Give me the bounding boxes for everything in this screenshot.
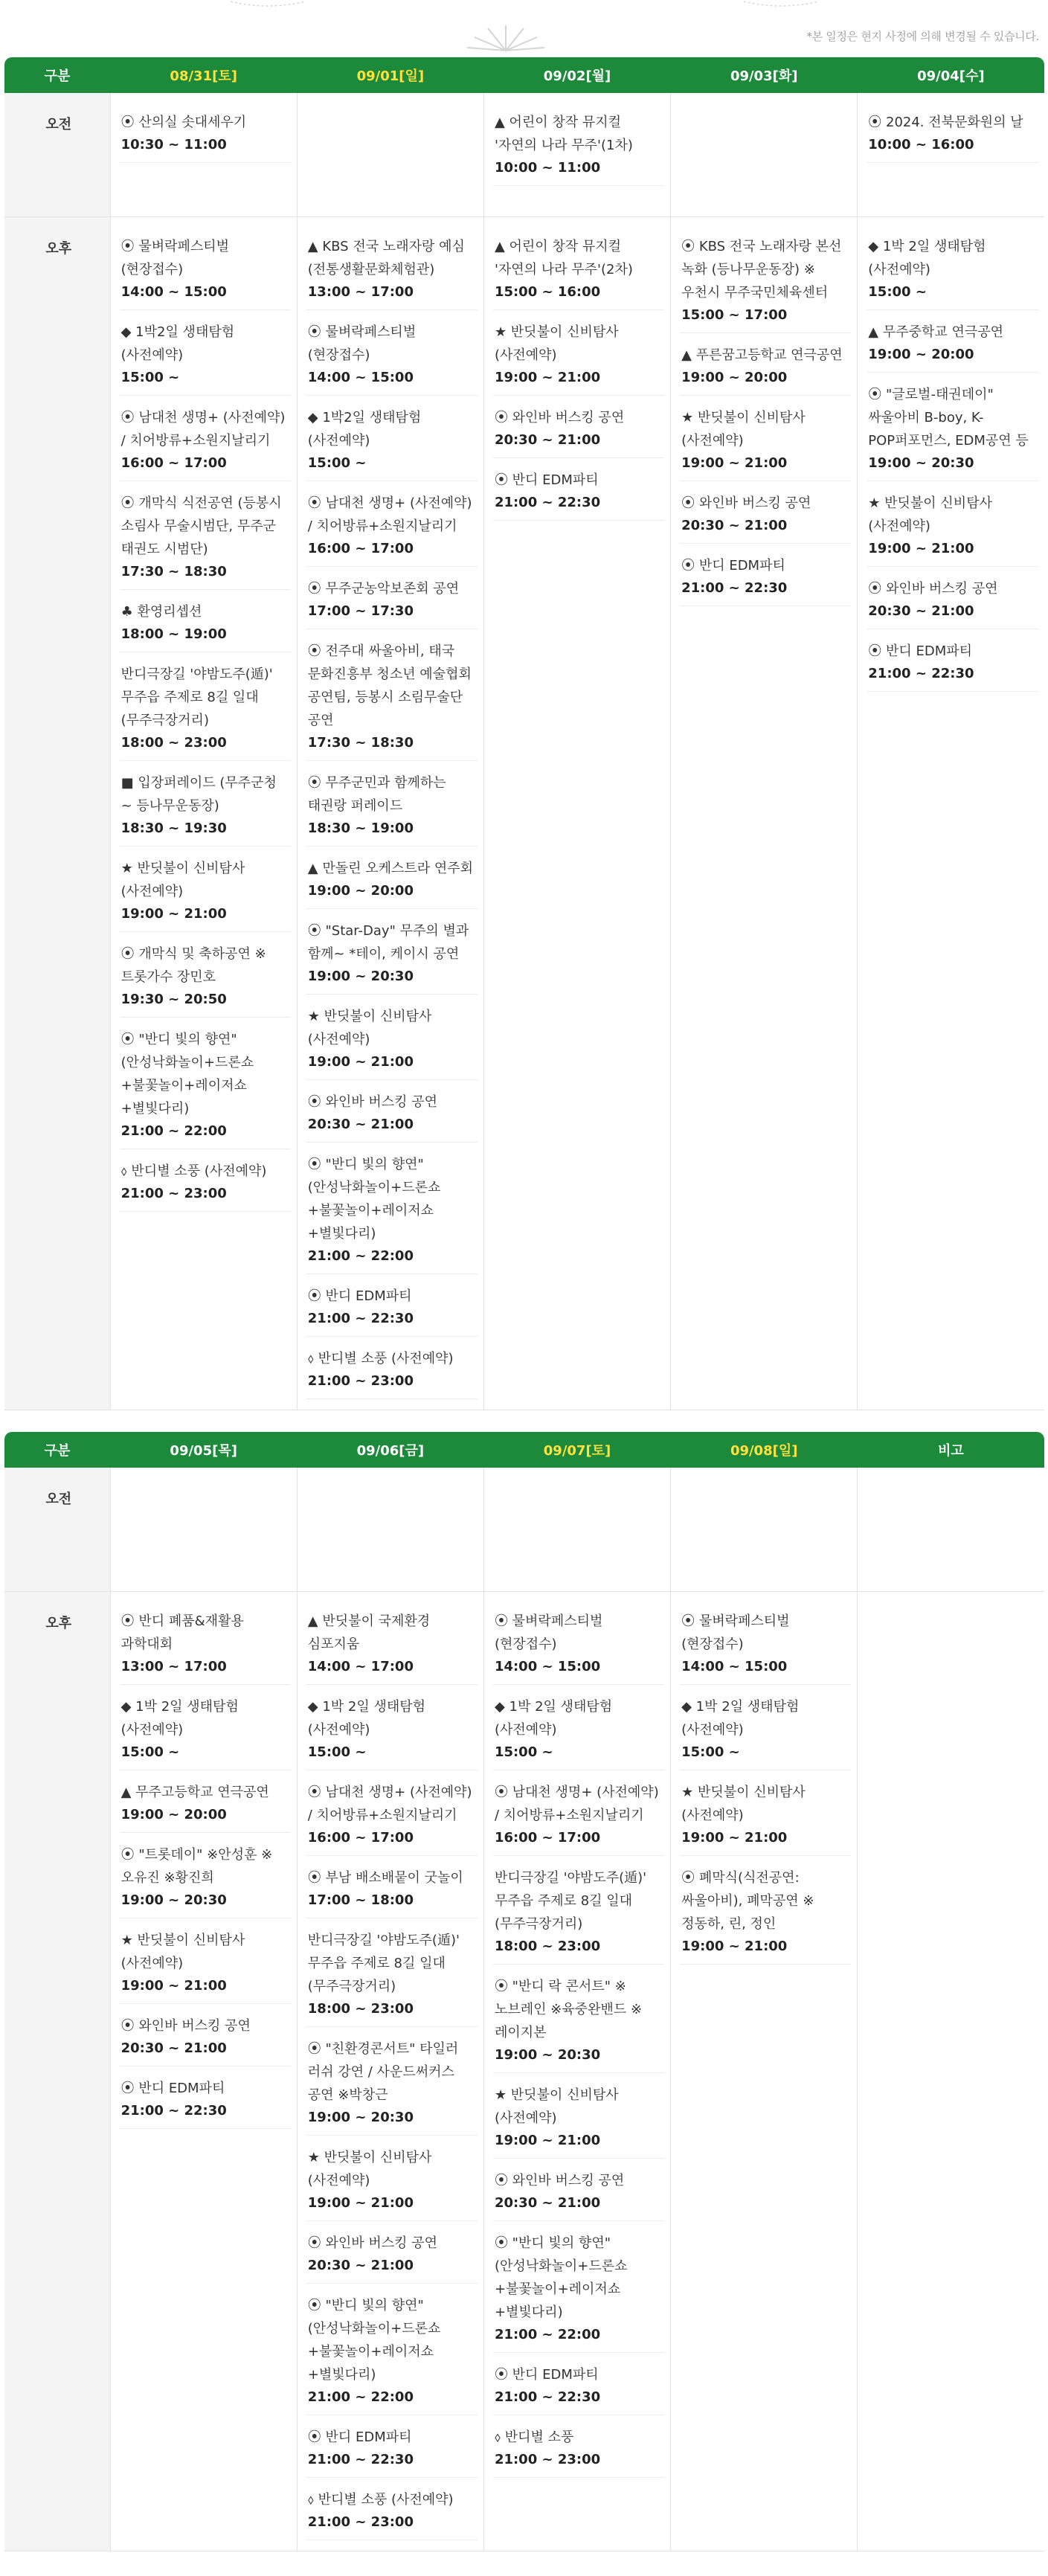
event-item — [120, 1151, 291, 1212]
event-name: ⦿ 무주군농악보존회 공연 — [307, 581, 460, 597]
schedule-cell — [297, 93, 483, 217]
event-time: 19:00 ~ 20:30 — [868, 455, 974, 471]
event-name: ⦿ 산의실 솟대세우기 — [120, 115, 247, 130]
event-item — [120, 762, 291, 847]
event-item — [306, 848, 478, 909]
header-day: 09/01[일] — [297, 57, 483, 93]
event-time: 21:00 ~ 22:00 — [307, 2389, 414, 2405]
schedule-cell — [858, 217, 1044, 1410]
event-name: ⦿ 와인바 버스킹 공연 — [494, 2173, 625, 2188]
event-item — [680, 1601, 851, 1685]
event-time: 15:00 ~ — [868, 284, 927, 300]
event-time: 13:00 ~ 17:00 — [120, 1659, 227, 1674]
event-time: 19:00 ~ 20:30 — [307, 2110, 414, 2125]
event-item — [306, 631, 478, 761]
event-time: 15:00 ~ — [307, 1744, 367, 1760]
event-item — [306, 1144, 478, 1274]
event-item — [867, 483, 1038, 567]
event-item — [306, 1601, 478, 1685]
event-time: 17:30 ~ 18:30 — [307, 735, 414, 751]
event-item — [306, 397, 478, 481]
event-name: ⦿ 남대천 생명+ (사전예약) / 치어방류+소원지날리기 — [307, 495, 472, 534]
schedule-cell — [483, 1468, 670, 1592]
morning-row — [4, 1468, 1044, 1592]
event-time: 18:00 ~ 23:00 — [120, 735, 227, 751]
event-item — [867, 568, 1038, 629]
event-time: 19:00 ~ 20:30 — [307, 969, 414, 984]
event-name: ⦿ 와인바 버스킹 공연 — [681, 495, 811, 511]
event-name: 반디극장길 '야밤도주(遁)' 무주읍 주제로 8길 일대 (무주극장거리) — [307, 1933, 460, 1994]
event-name: ★ 반딧불이 신비탐사 (사전예약) — [307, 1009, 432, 1047]
schedule-cell — [858, 1592, 1044, 2551]
event-item — [680, 226, 851, 333]
row-label-afternoon: 오후 — [4, 1592, 110, 2551]
event-time: 21:00 ~ 22:30 — [307, 2452, 414, 2467]
schedule-cell — [483, 93, 670, 217]
event-time: 19:00 ~ 20:00 — [120, 1807, 227, 1822]
schedule-table-week1 — [4, 57, 1044, 1410]
event-time: 15:00 ~ — [681, 1744, 740, 1760]
event-name: ⦿ 와인바 버스킹 공연 — [307, 2235, 438, 2251]
event-time: 19:00 ~ 21:00 — [681, 1830, 788, 1846]
event-name: ⦿ 개막식 식전공연 (등봉시 소림사 무술시범단, 무주군 태권도 시범단) — [120, 495, 282, 557]
event-name: ⦿ 폐막식(식전공연: 싸울아비), 폐막공연 ※정동하, 린, 정인 — [681, 1870, 814, 1932]
header-day: 08/31[토] — [110, 57, 297, 93]
event-item — [306, 226, 478, 310]
event-name: ⦿ 반디 EDM파티 — [681, 558, 785, 574]
event-time: 21:00 ~ 22:30 — [494, 2389, 601, 2405]
event-name: ★ 반딧불이 신비탐사 (사전예약) — [307, 2150, 432, 2188]
schedule-cell — [110, 217, 297, 1410]
event-item — [867, 226, 1038, 310]
event-time: 16:00 ~ 17:00 — [120, 455, 227, 471]
event-name: ⦿ "반디 빛의 향연" (안성낙화놀이+드론쇼+불꽃놀이+레이저쇼+별빛다리) — [120, 1032, 254, 1117]
event-name: ⦿ "반디 빛의 향연" (안성낙화놀이+드론쇼+불꽃놀이+레이저쇼+별빛다리) — [494, 2235, 628, 2320]
event-time: 19:00 ~ 20:00 — [868, 347, 974, 362]
event-item — [867, 312, 1038, 373]
event-item — [120, 397, 291, 481]
schedule-cell — [110, 1592, 297, 2551]
event-item — [493, 397, 664, 458]
event-name: 반디극장길 '야밤도주(遁)' 무주읍 주제로 8길 일대 (무주극장거리) — [494, 1870, 647, 1932]
event-item — [306, 2285, 478, 2415]
event-item — [306, 1082, 478, 1143]
event-time: 20:30 ~ 21:00 — [307, 2258, 414, 2273]
event-item — [493, 1857, 664, 1965]
event-name: ◆ 1박2일 생태탐험 (사전예약) — [120, 324, 235, 363]
header-remarks: 비고 — [858, 1432, 1044, 1468]
event-name: ⦿ 물벼락페스티벌 (현장접수) — [494, 1613, 603, 1652]
event-item — [493, 2160, 664, 2221]
event-item — [120, 102, 291, 163]
event-time: 21:00 ~ 22:00 — [120, 1123, 227, 1139]
event-name: ⦿ "반디 빛의 향연" (안성낙화놀이+드론쇼+불꽃놀이+레이저쇼+별빛다리) — [307, 1157, 441, 1242]
event-name: ⦿ 부남 배소배뭍이 굿놀이 — [307, 1870, 463, 1886]
event-item — [493, 1772, 664, 1856]
event-time: 20:30 ~ 21:00 — [307, 1117, 414, 1132]
event-time: 17:00 ~ 17:30 — [307, 603, 414, 619]
event-item — [493, 460, 664, 521]
event-time: 19:00 ~ 21:00 — [494, 370, 601, 385]
event-name: ★ 반딧불이 신비탐사 (사전예약) — [681, 410, 806, 449]
event-name: ▲ 무주중학교 연극공연 — [868, 324, 1004, 340]
event-item — [120, 1019, 291, 1149]
event-item — [680, 1857, 851, 1965]
event-name: ⦿ 반디 EDM파티 — [120, 2081, 225, 2096]
event-time: 19:00 ~ 21:00 — [494, 2133, 601, 2148]
event-item — [306, 1276, 478, 1337]
header-day: 09/03[화] — [671, 57, 858, 93]
event-item — [120, 226, 291, 310]
event-time: 16:00 ~ 17:00 — [494, 1830, 601, 1846]
event-time: 19:00 ~ 20:30 — [120, 1892, 227, 1908]
event-name: ⬨ 반디별 소풍 — [494, 2429, 574, 2445]
event-name: ⦿ 반디 EDM파티 — [868, 643, 973, 659]
event-time: 15:00 ~ — [120, 370, 180, 385]
event-time: 19:00 ~ 21:00 — [307, 1054, 414, 1070]
event-time: 21:00 ~ 23:00 — [307, 1373, 414, 1389]
event-time: 16:00 ~ 17:00 — [307, 1830, 414, 1846]
event-item — [120, 2068, 291, 2129]
event-name: ◆ 1박 2일 생태탐험 (사전예약) — [120, 1699, 239, 1738]
row-label-afternoon: 오후 — [4, 217, 110, 1410]
event-name: ⦿ 와인바 버스킹 공연 — [120, 2018, 251, 2034]
event-time: 21:00 ~ 23:00 — [494, 2452, 601, 2467]
event-item — [680, 545, 851, 606]
event-name: ⦿ KBS 전국 노래자랑 본선 녹화 (등나무운동장) ※우천시 무주국민체육센터 — [681, 239, 842, 301]
header-row — [4, 57, 1044, 93]
event-time: 18:30 ~ 19:30 — [120, 820, 227, 836]
event-name: ⦿ 와인바 버스킹 공연 — [868, 581, 998, 597]
event-time: 15:00 ~ — [307, 455, 367, 471]
event-item — [120, 312, 291, 396]
event-item — [306, 2137, 478, 2221]
event-item — [120, 934, 291, 1018]
event-time: 21:00 ~ 22:00 — [307, 1248, 414, 1264]
sparkle-decoration-left — [223, 0, 312, 10]
event-time: 19:00 ~ 21:00 — [120, 906, 227, 922]
event-item — [306, 1772, 478, 1856]
event-name: ⦿ "친환경콘서트" 타일러 러쉬 강연 / 사운드써커스 공연 ※박창근 — [307, 2041, 459, 2103]
event-name: ⦿ 반디 EDM파티 — [307, 1288, 412, 1304]
event-item — [867, 631, 1038, 692]
header-category: 구분 — [4, 57, 110, 93]
schedule-cell — [483, 217, 670, 1410]
event-name: ▲ 푸른꿈고등학교 연극공연 — [681, 347, 843, 363]
event-time: 17:30 ~ 18:30 — [120, 564, 227, 579]
event-time: 20:30 ~ 21:00 — [494, 432, 601, 448]
event-time: 18:00 ~ 19:00 — [120, 626, 227, 642]
event-name: ★ 반딧불이 신비탐사 (사전예약) — [494, 2087, 619, 2126]
event-item — [306, 996, 478, 1080]
event-name: ◆ 1박 2일 생태탐험 (사전예약) — [494, 1699, 613, 1738]
event-item — [306, 2479, 478, 2540]
event-name: ⦿ 무주군민과 함께하는 태권랑 퍼레이드 — [307, 775, 446, 814]
event-item — [120, 1772, 291, 1833]
event-time: 16:00 ~ 17:00 — [307, 541, 414, 556]
event-item — [306, 2223, 478, 2284]
event-name: ⦿ "Star-Day" 무주의 별과 함께~ *테이, 케이시 공연 — [307, 923, 469, 962]
event-name: ■ 입장퍼레이드 (무주군청 ~ 등나무운동장) — [120, 775, 277, 814]
schedule-cell — [110, 93, 297, 217]
row-label-morning: 오전 — [4, 93, 110, 217]
event-item — [306, 1857, 478, 1918]
event-item — [867, 374, 1038, 481]
event-time: 19:00 ~ 20:00 — [681, 370, 788, 385]
event-name: ⦿ 반디 EDM파티 — [307, 2429, 412, 2445]
event-name: ⬨ 반디별 소풍 (사전예약) — [307, 1351, 454, 1366]
event-item — [306, 2029, 478, 2136]
event-time: 10:30 ~ 11:00 — [120, 137, 227, 152]
event-name: ★ 반딧불이 신비탐사 (사전예약) — [120, 861, 245, 899]
event-name: ◆ 1박 2일 생태탐험 (사전예약) — [681, 1699, 800, 1738]
event-time: 14:00 ~ 15:00 — [307, 370, 414, 385]
event-time: 20:30 ~ 21:00 — [868, 603, 974, 619]
event-item — [867, 102, 1038, 163]
event-name: ◆ 1박 2일 생태탐험 (사전예약) — [307, 1699, 426, 1738]
event-name: ⦿ 남대천 생명+ (사전예약) / 치어방류+소원지날리기 — [120, 410, 286, 449]
event-time: 19:30 ~ 20:50 — [120, 992, 227, 1007]
event-item — [120, 654, 291, 761]
header-category: 구분 — [4, 1432, 110, 1468]
event-name: ◆ 1박 2일 생태탐험 (사전예약) — [868, 239, 986, 277]
header-day: 09/02[월] — [483, 57, 670, 93]
event-time: 19:00 ~ 21:00 — [868, 541, 974, 556]
event-name: ★ 반딧불이 신비탐사 (사전예약) — [681, 1785, 806, 1823]
schedule-cell — [671, 93, 858, 217]
header-day: 09/07[토] — [483, 1432, 670, 1468]
afternoon-row — [4, 1592, 1044, 2551]
event-time: 21:00 ~ 22:30 — [494, 495, 601, 510]
event-item — [306, 910, 478, 995]
event-item — [493, 226, 664, 310]
event-time: 19:00 ~ 20:30 — [494, 2047, 601, 2063]
event-time: 19:00 ~ 21:00 — [681, 455, 788, 471]
event-item — [306, 1920, 478, 2027]
event-time: 20:30 ~ 21:00 — [494, 2195, 601, 2211]
event-item — [493, 2417, 664, 2478]
event-item — [306, 1338, 478, 1399]
event-name: ⦿ 와인바 버스킹 공연 — [494, 410, 625, 425]
event-time: 10:00 ~ 11:00 — [494, 160, 601, 176]
event-item — [120, 1920, 291, 2004]
event-name: ⦿ 물벼락페스티벌 (현장접수) — [681, 1613, 790, 1652]
event-name: ⦿ "반디 락 콘서트" ※노브레인 ※육중완밴드 ※레이지본 — [494, 1979, 643, 2040]
event-name: ⦿ 전주대 싸울아비, 태국 문화진흥부 청소년 예술협회 공연팀, 등봉시 소림무술단 공연 — [307, 643, 472, 728]
event-name: ⦿ 반디 EDM파티 — [494, 2367, 599, 2383]
event-name: ▲ 어린이 창작 뮤지컬 '자연의 나라 무주'(1차) — [494, 115, 633, 153]
event-time: 21:00 ~ 23:00 — [307, 2514, 414, 2530]
event-item — [680, 1772, 851, 1856]
event-time: 14:00 ~ 15:00 — [494, 1659, 601, 1674]
event-time: 18:00 ~ 23:00 — [494, 1939, 601, 1954]
event-name: ▲ 어린이 창작 뮤지컬 '자연의 나라 무주'(2차) — [494, 239, 633, 277]
event-name: ⦿ 반디 폐품&재활용 과학대회 — [120, 1613, 244, 1652]
event-time: 19:00 ~ 20:00 — [307, 883, 414, 899]
event-time: 21:00 ~ 22:30 — [868, 666, 974, 681]
schedule-cell — [671, 217, 858, 1410]
event-item — [306, 483, 478, 567]
event-item — [120, 1834, 291, 1918]
event-time: 21:00 ~ 22:00 — [494, 2327, 601, 2342]
event-name: ⦿ 남대천 생명+ (사전예약) / 치어방류+소원지날리기 — [307, 1785, 472, 1823]
event-name: ⦿ 2024. 전북문화원의 날 — [868, 115, 1023, 130]
event-time: 15:00 ~ — [120, 1744, 180, 1760]
header-day: 09/04[수] — [858, 57, 1044, 93]
event-time: 15:00 ~ 17:00 — [681, 307, 788, 323]
event-item — [493, 2223, 664, 2353]
event-name: ⦿ 물벼락페스티벌 (현장접수) — [307, 324, 417, 363]
event-item — [493, 312, 664, 396]
event-time: 14:00 ~ 17:00 — [307, 1659, 414, 1674]
event-name: ▲ 반딧불이 국제환경 심포지움 — [307, 1613, 431, 1652]
schedule-cell — [858, 93, 1044, 217]
event-item — [120, 483, 291, 590]
event-time: 13:00 ~ 17:00 — [307, 284, 414, 300]
event-name: ◆ 1박2일 생태탐험 (사전예약) — [307, 410, 422, 449]
event-name: 반디극장길 '야밤도주(遁)' 무주읍 주제로 8길 일대 (무주극장거리) — [120, 667, 273, 728]
event-name: ⬨ 반디별 소풍 (사전예약) — [307, 2492, 454, 2508]
event-name: ★ 반딧불이 신비탐사 (사전예약) — [494, 324, 619, 363]
event-time: 14:00 ~ 15:00 — [681, 1659, 788, 1674]
event-time: 19:00 ~ 21:00 — [120, 1978, 227, 1994]
event-time: 18:00 ~ 23:00 — [307, 2001, 414, 2017]
event-time: 19:00 ~ 21:00 — [681, 1939, 788, 1954]
header-day: 09/05[목] — [110, 1432, 297, 1468]
event-time: 15:00 ~ 16:00 — [494, 284, 601, 300]
event-name: ⦿ "반디 빛의 향연" (안성낙화놀이+드론쇼+불꽃놀이+레이저쇼+별빛다리) — [307, 2298, 441, 2383]
row-label-morning: 오전 — [4, 1468, 110, 1592]
event-item — [120, 848, 291, 932]
schedule-change-notice: *본 일정은 현지 사정에 의해 변경될 수 있습니다. — [806, 30, 1039, 43]
event-item — [493, 2354, 664, 2415]
event-item — [493, 102, 664, 186]
header-day: 09/06[금] — [297, 1432, 483, 1468]
schedule-table-week2 — [4, 1432, 1044, 2551]
event-item — [493, 2075, 664, 2159]
event-time: 21:00 ~ 22:30 — [120, 2103, 227, 2119]
event-item — [680, 335, 851, 396]
event-name: ♣ 환영리셉션 — [120, 604, 202, 620]
morning-row — [4, 93, 1044, 217]
event-item — [306, 2417, 478, 2478]
schedule-cell — [858, 1468, 1044, 1592]
event-name: ⦿ 와인바 버스킹 공연 — [307, 1094, 438, 1110]
event-time: 18:30 ~ 19:00 — [307, 820, 414, 836]
event-item — [680, 483, 851, 544]
event-time: 21:00 ~ 23:00 — [120, 1186, 227, 1201]
schedule-cell — [297, 1468, 483, 1592]
event-item — [120, 591, 291, 652]
event-time: 21:00 ~ 22:30 — [307, 1311, 414, 1326]
schedule-cell — [671, 1592, 858, 2551]
event-time: 20:30 ~ 21:00 — [120, 2040, 227, 2056]
event-name: ⦿ "글로벌-태권데이" 싸울아비 B-boy, K-POP퍼포먼스, EDM공연 등 — [868, 387, 1029, 449]
header-row — [4, 1432, 1044, 1468]
event-name: ▲ 무주고등학교 연극공연 — [120, 1785, 269, 1800]
event-name: ⦿ 남대천 생명+ (사전예약) / 치어방류+소원지날리기 — [494, 1785, 659, 1823]
event-name: ⦿ 물벼락페스티벌 (현장접수) — [120, 239, 230, 277]
event-item — [306, 1686, 478, 1770]
event-time: 20:30 ~ 21:00 — [681, 518, 788, 533]
event-time: 10:00 ~ 16:00 — [868, 137, 974, 152]
event-name: ⦿ 개막식 및 축하공연 ※트롯가수 장민호 — [120, 946, 266, 985]
event-name: ⦿ 반디 EDM파티 — [494, 472, 599, 488]
event-name: ⦿ "트롯데이" ※안성훈 ※오유진 ※황진희 — [120, 1847, 273, 1886]
event-item — [493, 1686, 664, 1770]
event-item — [493, 1601, 664, 1685]
event-item — [680, 1686, 851, 1770]
event-item — [493, 1966, 664, 2073]
schedule-cell — [671, 1468, 858, 1592]
sparkle-decoration-right — [736, 0, 826, 10]
event-item — [120, 1601, 291, 1685]
event-item — [120, 2005, 291, 2066]
header-day: 09/08[일] — [671, 1432, 858, 1468]
event-item — [120, 1686, 291, 1770]
event-name: ★ 반딧불이 신비탐사 (사전예약) — [868, 495, 992, 534]
event-item — [306, 568, 478, 629]
event-item — [680, 397, 851, 481]
event-time: 21:00 ~ 22:30 — [681, 580, 788, 596]
schedule-cell — [297, 1592, 483, 2551]
schedule-cell — [110, 1468, 297, 1592]
sparkle-decoration-center — [446, 0, 565, 52]
event-time: 15:00 ~ — [494, 1744, 553, 1760]
afternoon-row — [4, 217, 1044, 1410]
event-time: 19:00 ~ 21:00 — [307, 2195, 414, 2211]
event-item — [306, 312, 478, 396]
event-name: ★ 반딧불이 신비탐사 (사전예약) — [120, 1933, 245, 1971]
schedule-cell — [483, 1592, 670, 2551]
event-time: 17:00 ~ 18:00 — [307, 1892, 414, 1908]
event-item — [306, 762, 478, 847]
event-name: ▲ KBS 전국 노래자랑 예심 (전통생활문화체험관) — [307, 239, 465, 277]
schedule-cell — [297, 217, 483, 1410]
event-name: ⬨ 반디별 소풍 (사전예약) — [120, 1163, 267, 1179]
event-name: ▲ 만돌린 오케스트라 연주회 — [307, 861, 474, 876]
event-time: 14:00 ~ 15:00 — [120, 284, 227, 300]
